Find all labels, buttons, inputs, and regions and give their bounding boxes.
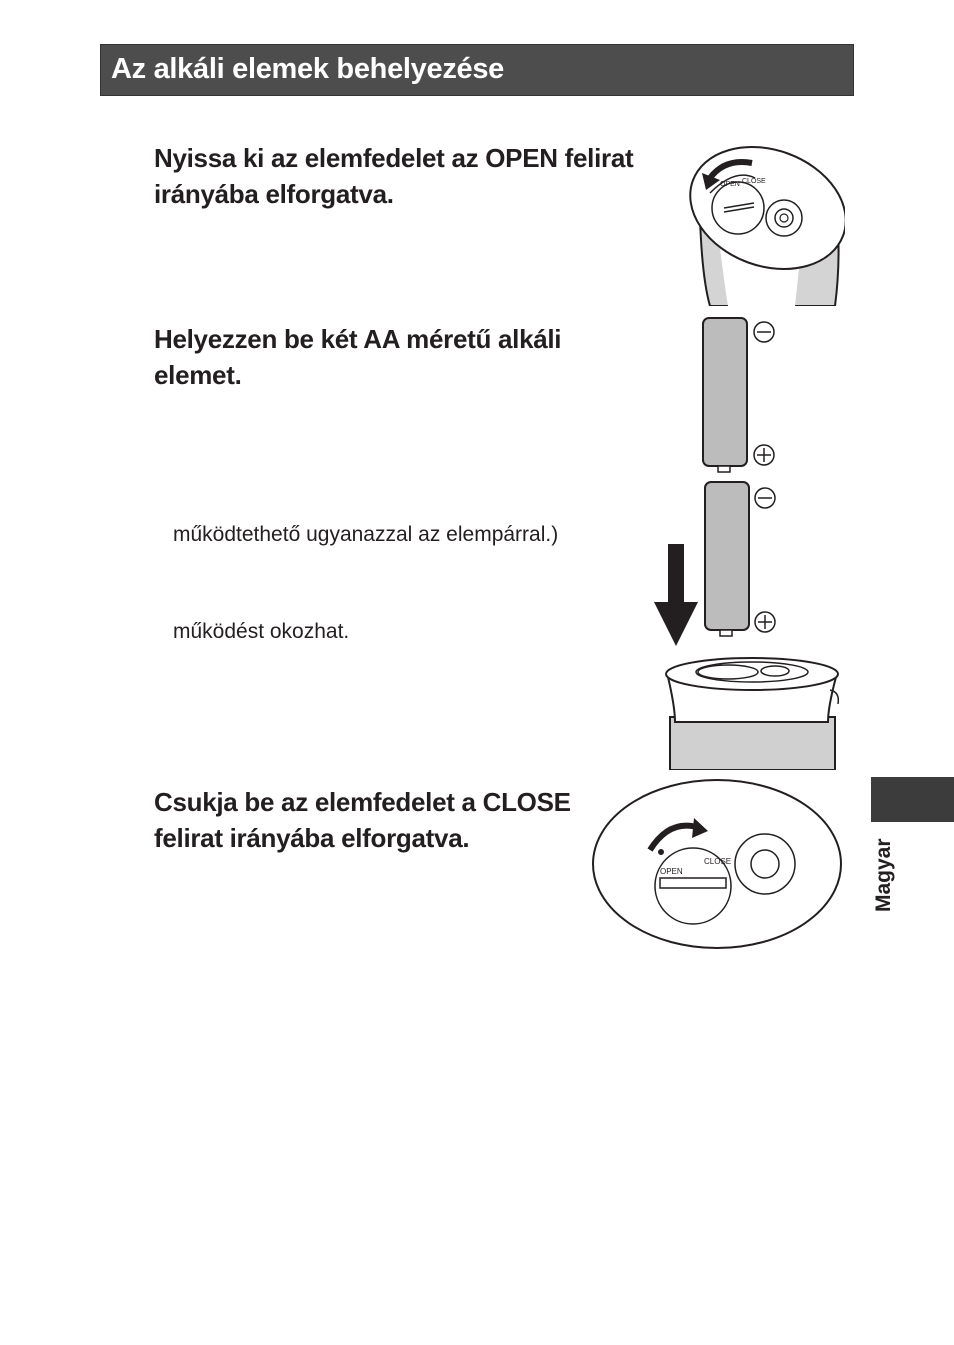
step-2-line-1: Helyezzen be két AA méretű alkáli xyxy=(154,324,562,354)
step-1-line-1: Nyissa ki az elemfedelet az OPEN felirat xyxy=(154,143,634,173)
step-2-line-2: elemet. xyxy=(154,360,242,390)
insert-down-arrow-icon xyxy=(654,544,698,646)
step-1-line-2: irányába elforgatva. xyxy=(154,179,394,209)
close-cover-illustration xyxy=(590,776,845,952)
open-label: OPEN xyxy=(660,867,683,876)
section-title: Az alkáli elemek behelyezése xyxy=(111,53,505,85)
note-line-1: működtethető ugyanazzal az elempárral.) xyxy=(173,523,559,546)
open-cover-illustration xyxy=(680,138,845,306)
close-label: CLOSE xyxy=(742,178,766,185)
step-3-line-1: Csukja be az elemfedelet a CLOSE xyxy=(154,787,571,817)
step-3-line-2: felirat irányába elforgatva. xyxy=(154,823,470,853)
battery-insertion-illustration xyxy=(640,312,845,770)
step-2-text xyxy=(154,321,561,393)
language-label: Magyar xyxy=(872,838,895,912)
minus-sign-icon xyxy=(754,322,774,342)
minus-sign-icon xyxy=(755,488,775,508)
section-header xyxy=(100,44,854,96)
language-tab xyxy=(871,777,954,822)
step-3-text xyxy=(154,784,571,856)
plus-sign-icon xyxy=(754,445,774,465)
battery-holder-icon xyxy=(666,658,838,770)
battery-bottom-icon xyxy=(705,482,749,636)
battery-top-icon xyxy=(703,318,747,472)
plus-sign-icon xyxy=(755,612,775,632)
step-1-text xyxy=(154,140,633,212)
close-label: CLOSE xyxy=(704,857,732,866)
note-line-2: működést okozhat. xyxy=(173,620,350,643)
open-label: OPEN xyxy=(720,181,740,188)
